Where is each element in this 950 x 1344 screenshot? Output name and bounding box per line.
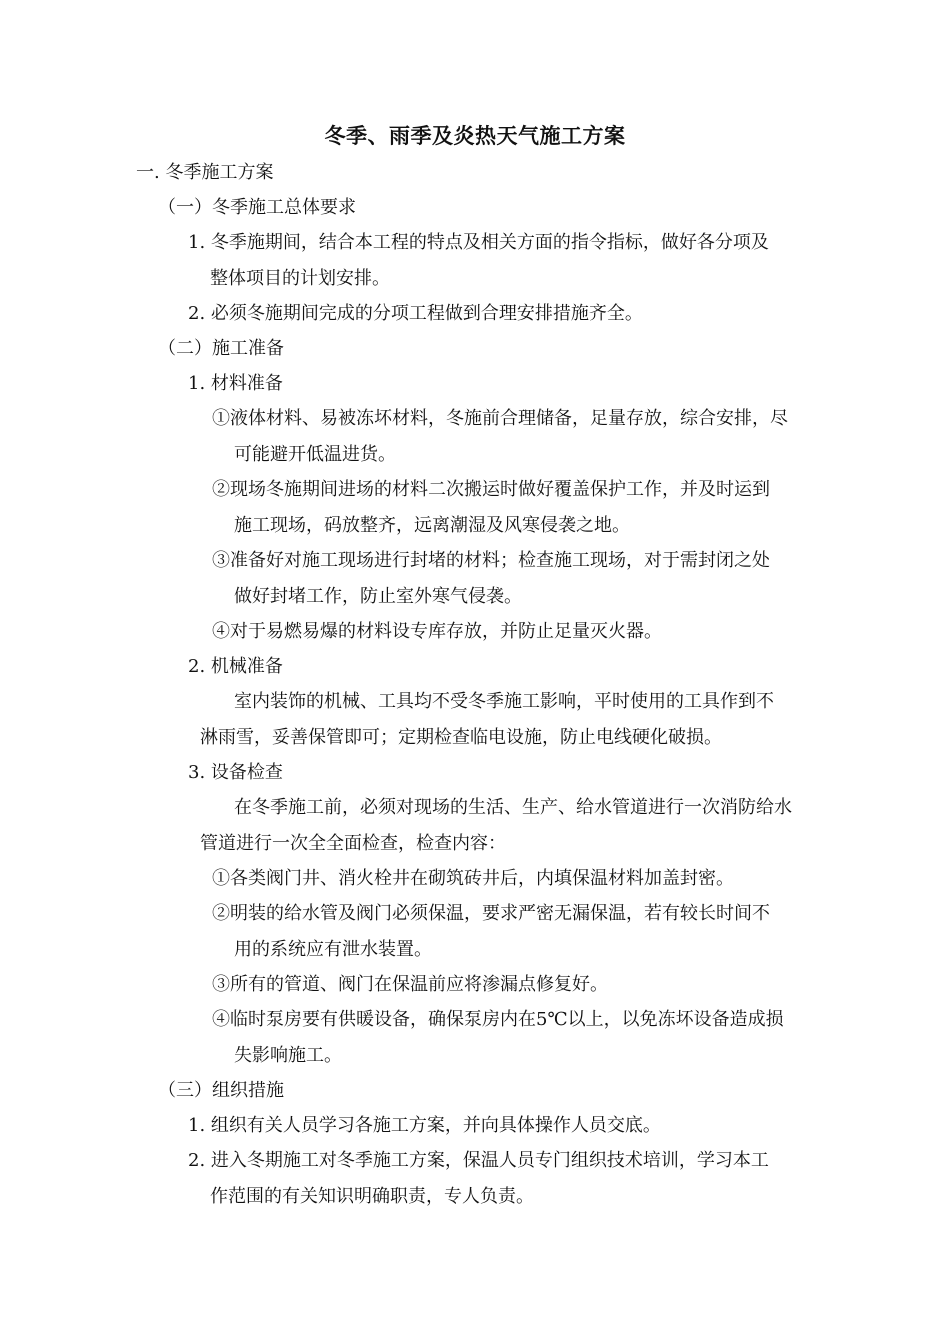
organization-item-2-line-2: 作范围的有关知识明确职责，专人负责。 [210,1186,534,1207]
item-material-preparation: 1. 材料准备 [188,373,283,394]
subsection-heading-general-requirements: （一）冬季施工总体要求 [158,197,356,218]
section-heading-winter: 一. 冬季施工方案 [136,162,274,183]
equipment-point-2-line-1: ②明装的给水管及阀门必须保温，要求严密无漏保温，若有较长时间不 [212,903,770,924]
item-1-line-2: 整体项目的计划安排。 [210,268,390,289]
equipment-point-1: ①各类阀门井、消火栓井在砌筑砖井后，内填保温材料加盖封密。 [212,868,734,889]
item-equipment-inspection: 3. 设备检查 [188,762,283,783]
equipment-paragraph-line-2: 管道进行一次全全面检查，检查内容： [200,833,506,854]
material-point-4: ④对于易燃易爆的材料设专库存放，并防止足量灭火器。 [212,621,662,642]
material-point-1-line-1: ①液体材料、易被冻坏材料，冬施前合理储备，足量存放，综合安排，尽 [212,408,788,429]
subsection-heading-preparation: （二）施工准备 [158,338,284,359]
material-point-3-line-2: 做好封堵工作，防止室外寒气侵袭。 [234,586,522,607]
subsection-heading-organization: （三）组织措施 [158,1080,284,1101]
item-2: 2. 必须冬施期间完成的分项工程做到合理安排措施齐全。 [188,303,643,324]
machinery-paragraph-line-1: 室内装饰的机械、工具均不受冬季施工影响，平时使用的工具作到不 [234,691,774,712]
organization-item-2-line-1: 2. 进入冬期施工对冬季施工方案，保温人员专门组织技术培训，学习本工 [188,1150,769,1171]
item-1-line-1: 1. 冬季施期间，结合本工程的特点及相关方面的指令指标，做好各分项及 [188,232,769,253]
material-point-3-line-1: ③准备好对施工现场进行封堵的材料；检查施工现场，对于需封闭之处 [212,550,770,571]
equipment-point-4-line-1: ④临时泵房要有供暖设备，确保泵房内在5℃以上，以免冻坏设备造成损 [212,1009,784,1030]
item-machinery-preparation: 2. 机械准备 [188,656,283,677]
equipment-paragraph-line-1: 在冬季施工前，必须对现场的生活、生产、给水管道进行一次消防给水 [234,797,792,818]
organization-item-1: 1. 组织有关人员学习各施工方案，并向具体操作人员交底。 [188,1115,661,1136]
material-point-2-line-2: 施工现场，码放整齐，远离潮湿及风寒侵袭之地。 [234,515,630,536]
material-point-1-line-2: 可能避开低温进货。 [234,444,396,465]
equipment-point-2-line-2: 用的系统应有泄水装置。 [234,939,432,960]
document-title: 冬季、雨季及炎热天气施工方案 [324,124,626,148]
equipment-point-4-line-2: 失影响施工。 [234,1045,342,1066]
material-point-2-line-1: ②现场冬施期间进场的材料二次搬运时做好覆盖保护工作，并及时运到 [212,479,770,500]
machinery-paragraph-line-2: 淋雨雪，妥善保管即可；定期检查临电设施，防止电线硬化破损。 [200,727,722,748]
equipment-point-3: ③所有的管道、阀门在保温前应将渗漏点修复好。 [212,974,608,995]
